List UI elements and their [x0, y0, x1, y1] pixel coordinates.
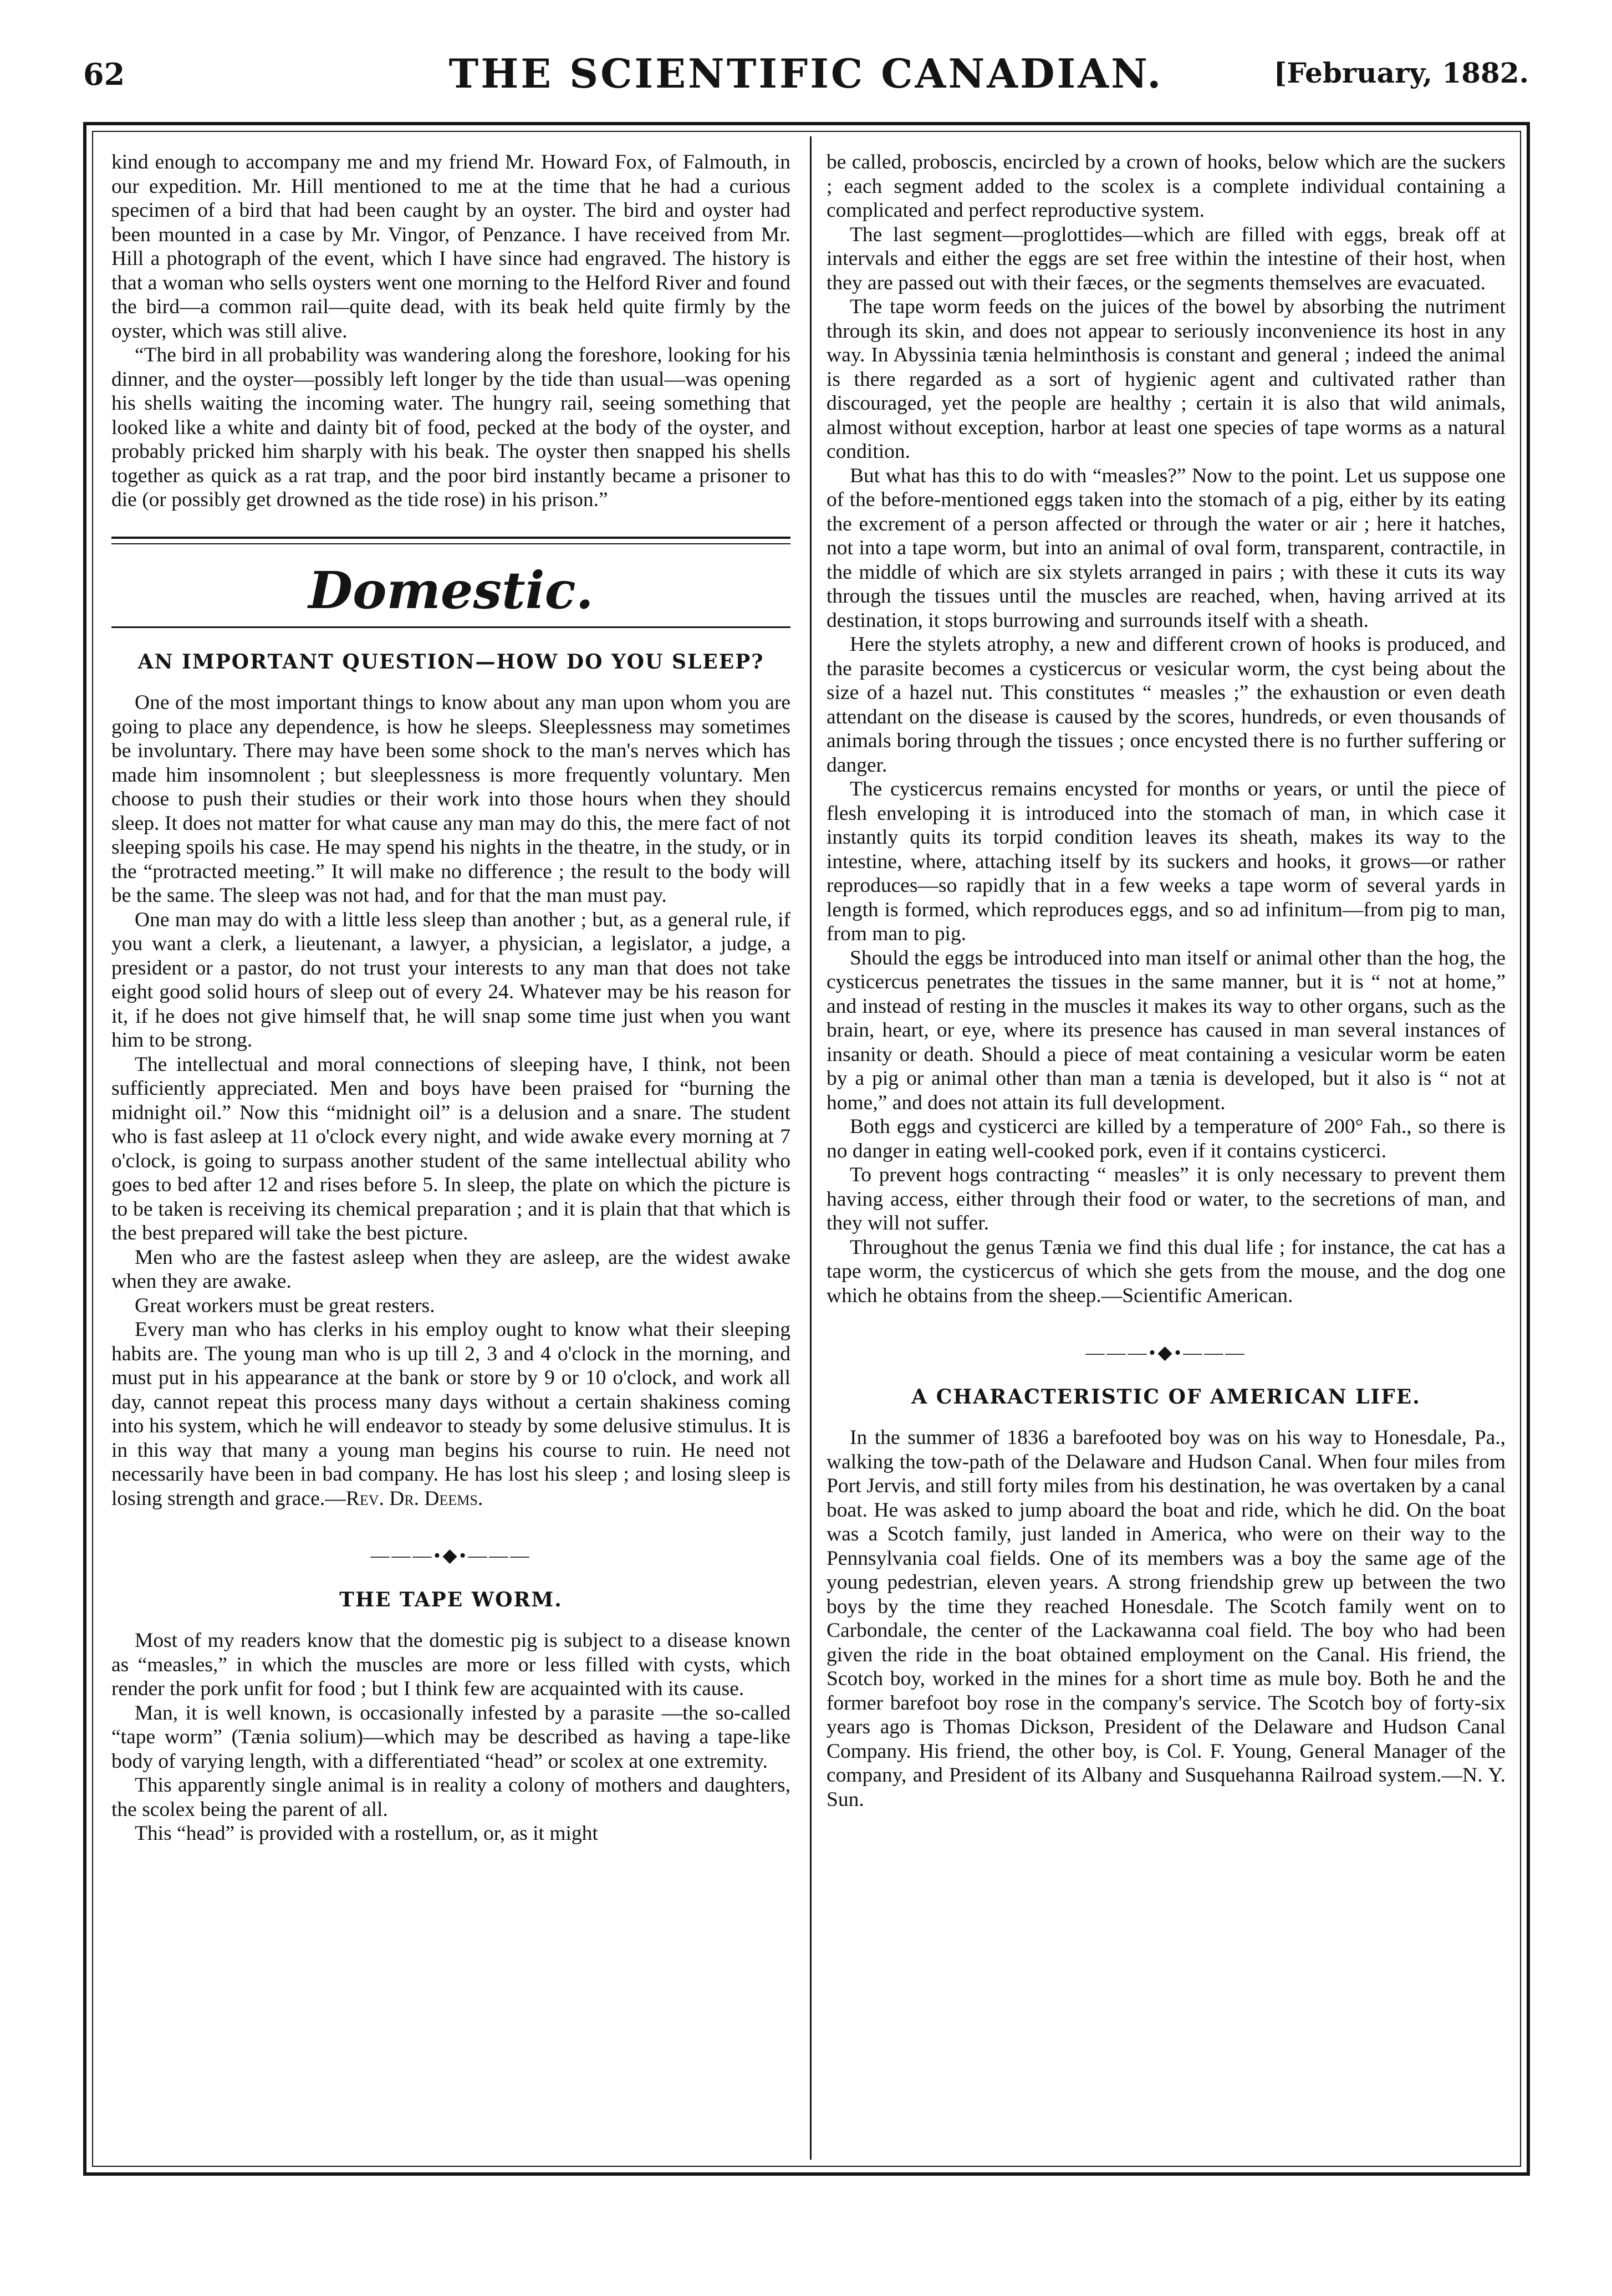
section-rule-top — [111, 537, 790, 544]
page-header — [0, 50, 1612, 116]
tapeworm-cont-paragraph-5: Here the stylets atrophy, a new and different crown of hooks is produced, and the parasite becomes a cysticercus or vesicular worm, the cyst being about the size of a hazel nut. This constitutes “ measles ;” the exhaustion or even death attendant on the disease is caused by the scores, hundreds, or even thousands of animals boring through the tissues ; once encysted there is no further suffering or danger. — [827, 633, 1506, 777]
sleep-paragraph-4: Men who are the fastest asleep when they are asleep, are the widest awake when they are awake. — [111, 1246, 790, 1293]
page-frame — [83, 122, 1530, 2176]
tapeworm-cont-paragraph-7: Should the eggs be introduced into man itself or animal other than the hog, the cysticercus penetrates the tissues in the same manner, but it is “ not at home,” and instead of resting in the muscles it makes its way to other organs, such as the brain, heart, or eye, where its presence has caused in man several instances of insanity or death. Should a piece of meat containing a vesicular worm be eaten by a pig or animal other than man a tænia is developed, but it also is “ not at home,” and does not attain its full development. — [827, 946, 1506, 1114]
tapeworm-cont-paragraph-4: But what has this to do with “measles?” Now to the point. Let us suppose one of the before-mentioned eggs taken into the stomach of a pig, either by its eating the excrement of a person affected or through the water or air ; here it hatches, not into a tape worm, but into an animal of oval form, transparent, contractile, in the middle of which are six stylets arranged in pairs ; with these it cuts its way through the tissues until the muscles are reached, when, having arrived at its destination, it stops burrowing and surrounds itself with a sheath. — [827, 464, 1506, 632]
tapeworm-paragraph-1: Most of my readers know that the domestic pig is subject to a disease known as “measles,” in which the muscles are more or less filled with cysts, which render the pork unfit for food ; but I think few are acquainted with its cause. — [111, 1629, 790, 1700]
issue-date: [February, 1882. — [1273, 57, 1529, 89]
section-heading-domestic: Domestic. — [308, 560, 594, 620]
sleep-signature: Rev. Dr. Deems. — [345, 1487, 483, 1510]
american-life-paragraph-1: In the summer of 1836 a barefooted boy was on his way to Honesdale, Pa., walking the tow-path of the Delaware and Hudson Canal. When four miles from Port Jervis, and still forty miles from his destination, he was overtaken by a canal boat. He was asked to jump aboard the boat and ride, which he did. On the boat was a Scotch family, just landed in America, who were on their way to the Pennsylvania coal fields. One of its members was a boy the same age of the young pedestrian, eleven years. A strong friendship grew up between the two boys by the time they reached Honesdale. The Scotch family went on to Carbondale, the center of the Lackawanna coal field. The boy who had been given the ride in the boat obtained employment on the Canal. His friend, the Scotch boy, worked in the mines for a short time as mule boy. Both he and the former barefoot boy rose in the company's service. The Scotch boy of forty-six years ago is Thomas Dickson, President of the Delaware and Hudson Canal Company. His friend, the other boy, is Col. F. Young, General Manager of the company, and President of its Albany and Susquehanna Railroad system.—N. Y. Sun. — [827, 1426, 1506, 1811]
ornament-divider-2: ———•◆•——— — [1085, 1343, 1247, 1363]
tapeworm-cont-paragraph-8: Both eggs and cysticerci are killed by a temperature of 200° Fah., so there is no danger in eating well-cooked pork, even if it contains cysticerci. — [827, 1115, 1506, 1162]
tapeworm-cont-paragraph-6: The cysticercus remains encysted for months or years, or until the piece of flesh enveloping it is introduced into the stomach of man, in which case it instantly quits its torpid condition leaves its sheath, makes its way to the intestine, where, attaching itself by its suckers and hooks, it grows—or rather reproduces—so rapidly that in a few weeks a tape worm of several yards in length is formed, which reproduces eggs, and so ad infinitum—from pig to man, from man to pig. — [827, 778, 1506, 945]
left-column — [111, 150, 790, 1846]
column-divider — [810, 136, 812, 2160]
sleep-paragraph-3: The intellectual and moral connections of sleeping have, I think, not been sufficiently appreciated. Men and boys have been praised for “burning the midnight oil.” Now this “midnight oil” is a delusion and a snare. The student who is fast asleep at 11 o'clock every night, and wide awake every morning at 7 o'clock, is going to surpass another student of the same intellectual ability who goes to bed after 12 and rises before 5. In sleep, the plate on which the picture is to be taken is receiving its chemical preparation ; and it is plain that that which is the best prepared will take the best picture. — [111, 1053, 790, 1244]
tapeworm-cont-paragraph-10: Throughout the genus Tænia we find this dual life ; for instance, the cat has a tape worm, the cysticercus of which she gets from the mouse, and the dog one which he obtains from the sheep.—Scientific American. — [827, 1236, 1506, 1307]
ornament-divider-1: ———•◆•——— — [370, 1545, 532, 1566]
article-title-tape-worm: THE TAPE WORM. — [339, 1588, 563, 1611]
sleep-paragraph-6-text: Every man who has clerks in his employ ought to know what their sleeping habits are. The young man who is up till 2, 3 and 4 o'clock in the morning, and must put in his appearance at the bank or store by 9 or 10 o'clock, and work all day, cannot repeat this process many days without a certain shakiness coming into his system, which he will endeavor to steady by some delusive stimulus. It is in this way that many a young man begins his course to ruin. He need not necessarily have been in bad company. He has lost his sleep ; and losing sleep is losing strength and grace.— — [111, 1318, 790, 1510]
sleep-paragraph-2: One man may do with a little less sleep than another ; but, as a general rule, if you want a clerk, a lieutenant, a lawyer, a physician, a legislator, a judge, a president or a pastor, do not trust your interests to any man that does not take eight good solid hours of sleep out of every 24. Whatever may be his reason for it, if he does not give himself that, he will snap some time just when you want him to be strong. — [111, 908, 790, 1052]
sleep-paragraph-1: One of the most important things to know about any man upon whom you are going to place any dependence, is how he sleeps. Sleeplessness may sometimes be involuntary. There may have been some shock to the man's nerves which has made him insomnolent ; but sleeplessness is more frequently voluntary. Men choose to push their studies or their work into those hours when they should sleep. It does not matter for what cause any man may do this, the mere fact of not sleeping spoils his case. He may spend his nights in the theatre, in the study, or in the “protracted meeting.” It will make no difference ; the result to the body will be the same. The sleep was not had, and for that the man must pay. — [111, 691, 790, 907]
article-title-sleep: AN IMPORTANT QUESTION—HOW DO YOU SLEEP? — [137, 650, 764, 674]
sleep-paragraph-5: Great workers must be great resters. — [135, 1294, 435, 1317]
masthead-title: THE SCIENTIFIC CANADIAN. — [448, 50, 1164, 97]
oyster-paragraph-2: “The bird in all probability was wandering along the foreshore, looking for his dinner, and the oyster—possibly left longer by the tide than usual—was opening his shells waiting the incoming water. The hungry rail, seeing something that looked like a white and dainty bit of food, pecked at the body of the oyster, and probably pricked him sharply with his beak. The oyster then snapped his shells together as quick as a rat trap, and the poor bird instantly became a prisoner to die (or possibly get drowned as the tide rose) in his prison.” — [111, 344, 790, 511]
tapeworm-cont-paragraph-3: The tape worm feeds on the juices of the bowel by absorbing the nutriment through its skin, and does not appear to seriously inconvenience its host in any way. In Abyssinia tænia helminthosis is constant and general ; indeed the animal is there regarded as a sort of hygienic agent and cultivated rather than discouraged, yet the people are healthy ; certain it is also that wild animals, almost without exception, harbor at least one species of tape worms as a natural condition. — [827, 295, 1506, 463]
right-column — [827, 150, 1506, 1812]
article-title-american-life: A CHARACTERISTIC OF AMERICAN LIFE. — [911, 1385, 1421, 1409]
section-rule-bottom — [111, 626, 790, 628]
tapeworm-paragraph-4: This “head” is provided with a rostellum, or, as it might — [135, 1822, 598, 1845]
tapeworm-cont-paragraph-1: be called, proboscis, encircled by a crown of hooks, below which are the suckers ; each segment added to the scolex is a complete individual containing a complicated and perfect reproductive system. — [827, 151, 1506, 222]
tapeworm-paragraph-2: Man, it is well known, is occasionally infested by a parasite —the so-called “tape worm” (Tænia solium)—which may be described as having a tape-like body of varying length, with a differentiated “head” or scolex at one extremity. — [111, 1701, 790, 1773]
oyster-paragraph-1: kind enough to accompany me and my friend Mr. Howard Fox, of Falmouth, in our expedition. Mr. Hill mentioned to me at the time that he had a curious specimen of a bird that had been caught by an oyster. The bird and oyster had been mounted in a case by Mr. Vingor, of Penzance. I have received from Mr. Hill a photograph of the event, which I have since had engraved. The history is that a woman who sells oysters went one morning to the Helford River and found the bird—a common rail—quite dead, with its beak held quite firmly by the oyster, which was still alive. — [111, 151, 790, 343]
tapeworm-cont-paragraph-9: To prevent hogs contracting “ measles” it is only necessary to prevent them having access, either through their food or water, to the secretions of man, and they will not suffer. — [827, 1164, 1506, 1234]
tapeworm-paragraph-3: This apparently single animal is in reality a colony of mothers and daughters, the scolex being the parent of all. — [111, 1774, 790, 1821]
sleep-paragraph-6 — [111, 1318, 790, 1511]
page-number: 62 — [83, 57, 125, 92]
tapeworm-cont-paragraph-2: The last segment—proglottides—which are filled with eggs, break off at intervals and either the eggs are set free within the intestine of their host, when they are passed out with their fæces, or the segments themselves are evacuated. — [827, 223, 1506, 294]
